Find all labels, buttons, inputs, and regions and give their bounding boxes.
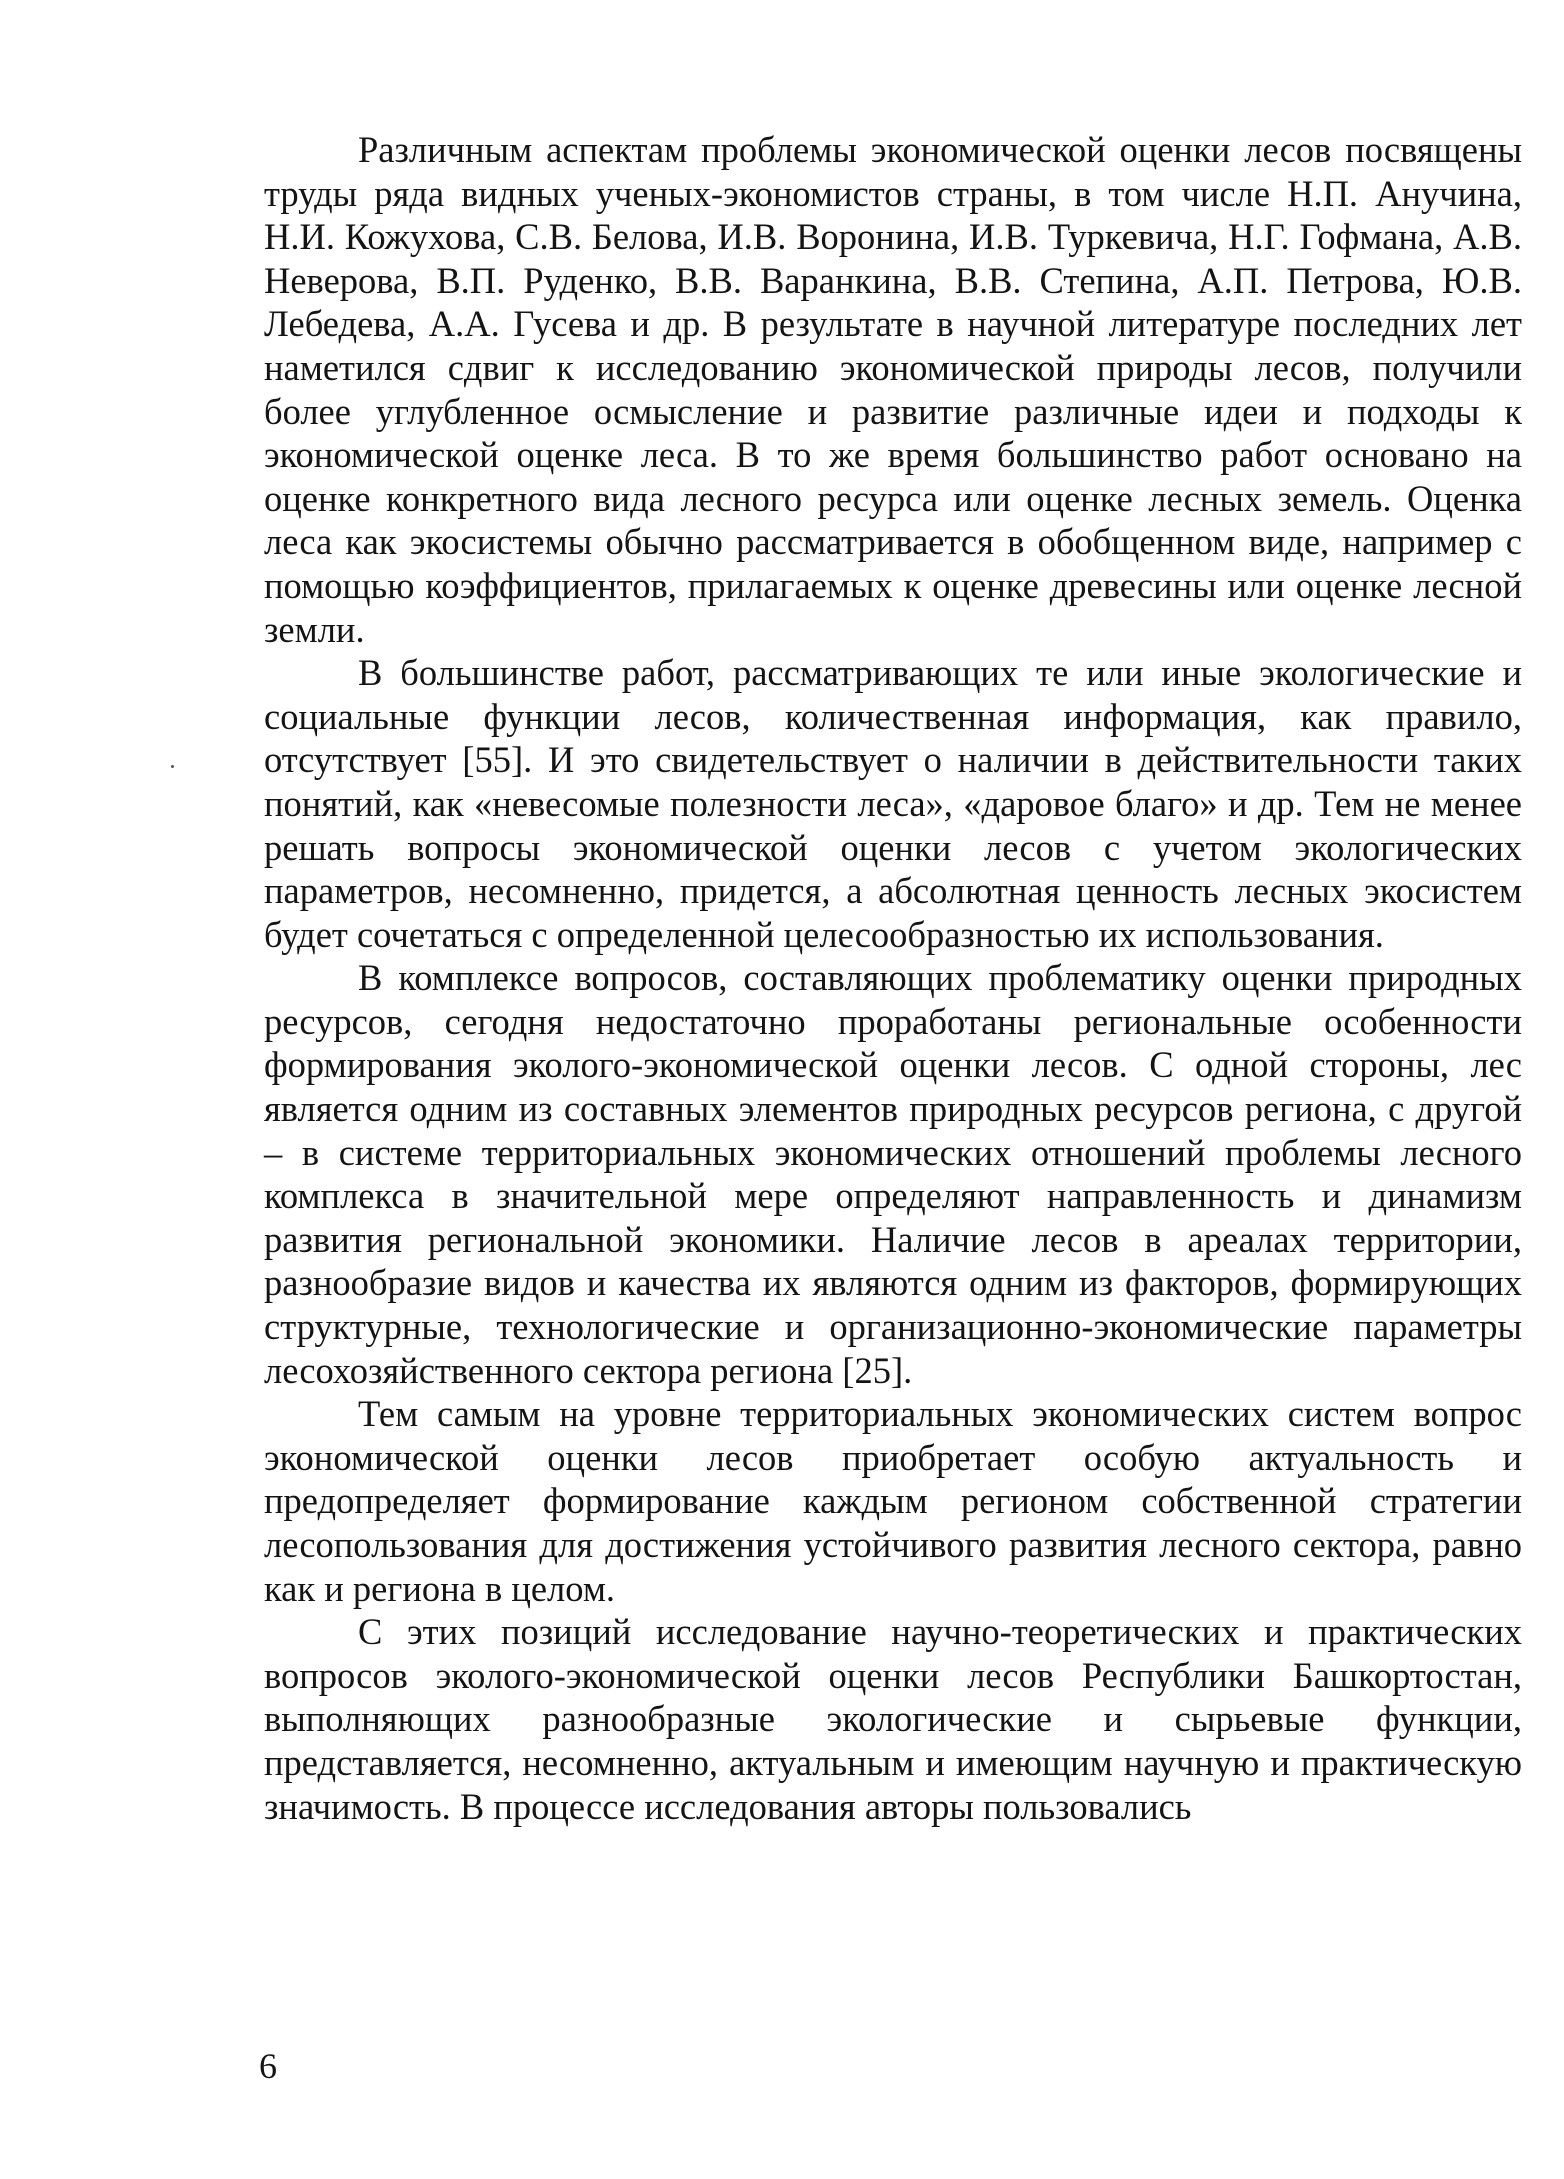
scan-speck [171, 765, 174, 768]
paragraph-1: Различным аспектам проблемы экономической оценки лесов посвящены труды ряда видных ученых-экономистов страны, в том числе Н.П. Анучина, Н.И. Кожухова, С.В. Белова, И.В. Воронина, И.В. Туркевича, Н.Г. Гофмана, А.В. Неверова, В.П. Руденко, В.В. Варанкина, В.В. Степина, А.П. Петрова, Ю.В. Лебедева, А.А. Гусева и др. В результате в научной литературе последних лет наметился сдвиг к исследованию экономической природы лесов, получили более углубленное осмысление и развитие различные идеи и подходы к экономической оценке леса. В то же время большинство работ основано на оценке конкретного вида лесного ресурса или оценке лесных земель. Оценка леса как экосистемы обычно рассматривается в обобщенном виде, например с помощью коэффициентов, прилагаемых к оценке древесины или оценке лесной земли. [264, 129, 1522, 650]
paragraph-5: С этих позиций исследование научно-теоретических и практических вопросов эколого-экономической оценки лесов Республики Башкортостан, выполняющих разнообразные экологические и сырьевые функции, представляется, несомненно, актуальным и имеющим научную и практическую значимость. В процессе исследования авторы пользовались [264, 1611, 1522, 1827]
paragraph-3: В комплексе вопросов, составляющих проблематику оценки природных ресурсов, сегодня недостаточно проработаны региональные особенности формирования эколого-экономической оценки лесов. С одной стороны, лес является одним из составных элементов природных ресурсов региона, с другой – в системе территориальных экономических отношений проблемы лесного комплекса в значительной мере определяют направленность и динамизм развития региональной экономики. Наличие лесов в ареалах территории, разнообразие видов и качества их являются одним из факторов, формирующих структурные, технологические и организационно-экономические параметры лесохозяйственного сектора региона [25]. [264, 957, 1522, 1391]
body-text [264, 128, 1522, 1828]
paragraph-4: Тем самым на уровне территориальных экономических систем вопрос экономической оценки лесов приобретает особую актуальность и предопределяет формирование каждым регионом собственной стратегии лесопользования для достижения устойчивого развития лесного сектора, равно как и региона в целом. [264, 1393, 1522, 1609]
paragraph-2: В большинстве работ, рассматривающих те или иные экологические и социальные функции лесов, количественная информация, как правило, отсутствует [55]. И это свидетельствует о наличии в действительности таких понятий, как «невесомые полезности леса», «даровое благо» и др. Тем не менее решать вопросы экономической оценки лесов с учетом экологических параметров, несомненно, придется, а абсолютная ценность лесных экосистем будет сочетаться с определенной целесообразностью их использования. [264, 652, 1522, 955]
page-number: 6 [259, 2046, 277, 2086]
